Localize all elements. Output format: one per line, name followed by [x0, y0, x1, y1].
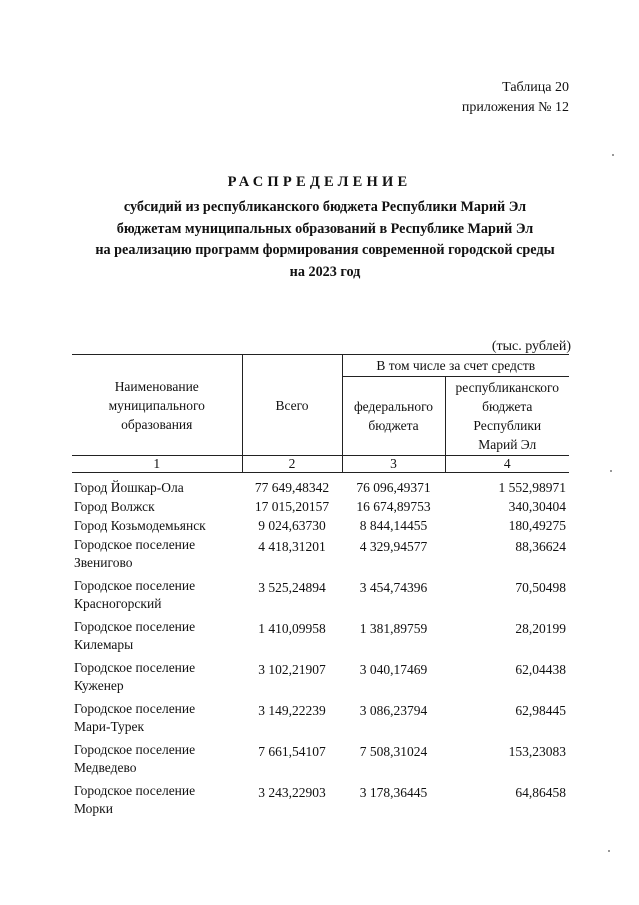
table-row [72, 741, 569, 782]
total-amount: 3 243,22903 [258, 785, 326, 800]
municipality-name-line: Городское поселение [74, 701, 196, 716]
municipality-name-line: Красногорский [74, 596, 162, 611]
municipality-name [72, 517, 242, 536]
municipality-name-line: Морки [74, 801, 113, 816]
header-republic: республиканского бюджета Республики Марий Эл [445, 377, 569, 456]
column-number: 1 [72, 456, 242, 473]
table-header [72, 355, 569, 473]
table-row [72, 577, 569, 618]
appendix-number: приложения № 12 [461, 100, 569, 115]
column-numbers-row [72, 456, 569, 473]
header-name: Наименование муниципального образования [72, 355, 242, 456]
republic-amount: 64,86458 [515, 785, 567, 800]
municipality-name-line: Город Козьмодемьянск [74, 518, 206, 533]
federal-amount: 16 674,89753 [356, 499, 431, 514]
table-row [72, 517, 569, 536]
federal-amount: 1 381,89759 [359, 621, 428, 636]
table-row [72, 782, 569, 823]
table-row [72, 536, 569, 577]
federal-amount: 3 454,74396 [359, 580, 428, 595]
republic-amount: 62,98445 [515, 703, 567, 718]
header-total: Всего [242, 355, 342, 456]
total-amount: 7 661,54107 [258, 744, 326, 759]
header-federal: федерального бюджета [342, 377, 445, 456]
table-row [72, 498, 569, 517]
republic-amount: 62,04438 [515, 662, 567, 677]
subtitle-line: бюджетам муниципальных образований в Республике Марий Эл [116, 220, 534, 237]
municipality-name [72, 473, 242, 499]
table-body [72, 473, 569, 824]
distribution-table [72, 354, 569, 823]
republic-amount: 1 552,98971 [498, 480, 567, 495]
federal-amount: 3 040,17469 [359, 662, 428, 677]
federal-amount: 8 844,14455 [359, 518, 428, 533]
subtitle-line: на 2023 год [289, 263, 361, 280]
table-number: Таблица 20 [502, 80, 569, 95]
document-subtitle [60, 197, 590, 283]
municipality-name [72, 536, 242, 577]
republic-amount: 88,36624 [515, 539, 567, 554]
republic-amount: 180,49275 [508, 518, 567, 533]
distribution-table-frame [72, 354, 569, 823]
municipality-name [72, 498, 242, 517]
subtitle-line: на реализацию программ формирования современной городской среды [95, 242, 555, 258]
table-row [72, 700, 569, 741]
total-amount: 3 102,21907 [258, 662, 326, 677]
document-title: РАСПРЕДЕЛЕНИЕ [227, 174, 412, 190]
federal-amount: 76 096,49371 [356, 480, 431, 495]
republic-amount: 153,23083 [508, 744, 567, 759]
total-amount: 1 410,09958 [258, 621, 326, 636]
header-funding-group: В том числе за счет средств [342, 355, 569, 377]
table-row [72, 659, 569, 700]
municipality-name-line: Городское поселение [74, 742, 196, 757]
scan-speck [612, 154, 614, 156]
scan-speck [610, 470, 612, 472]
total-amount: 3 525,24894 [258, 580, 326, 595]
municipality-name [72, 741, 242, 782]
municipality-name-line: Звенигово [74, 555, 133, 570]
table-reference [462, 78, 569, 118]
units-label: (тыс. рублей) [491, 339, 571, 354]
municipality-name-line: Куженер [74, 678, 124, 693]
municipality-name-line: Медведево [74, 760, 137, 775]
column-number: 2 [242, 456, 342, 473]
municipality-name-line: Городское поселение [74, 660, 196, 675]
republic-amount: 28,20199 [515, 621, 567, 636]
federal-amount: 7 508,31024 [359, 744, 428, 759]
federal-amount: 4 329,94577 [359, 539, 428, 554]
municipality-name-line: Город Волжск [74, 499, 155, 514]
column-number: 4 [445, 456, 569, 473]
total-amount: 9 024,63730 [258, 518, 326, 533]
total-amount: 77 649,48342 [254, 480, 330, 495]
federal-amount: 3 178,36445 [359, 785, 428, 800]
municipality-name [72, 700, 242, 741]
total-amount: 17 015,20157 [254, 499, 330, 514]
column-number: 3 [342, 456, 445, 473]
municipality-name [72, 659, 242, 700]
table-row [72, 473, 569, 499]
municipality-name-line: Килемары [74, 637, 134, 652]
republic-amount: 340,30404 [508, 499, 567, 514]
municipality-name-line: Городское поселение [74, 537, 196, 552]
municipality-name [72, 618, 242, 659]
federal-amount: 3 086,23794 [359, 703, 428, 718]
municipality-name-line: Городское поселение [74, 783, 196, 798]
municipality-name-line: Город Йошкар-Ола [74, 480, 184, 495]
subtitle-line: субсидий из республиканского бюджета Республики Марий Эл [123, 199, 527, 215]
total-amount: 4 418,31201 [258, 539, 326, 554]
municipality-name-line: Городское поселение [74, 619, 196, 634]
municipality-name [72, 577, 242, 618]
republic-amount: 70,50498 [515, 580, 567, 595]
total-amount: 3 149,22239 [258, 703, 326, 718]
table-row [72, 618, 569, 659]
municipality-name [72, 782, 242, 823]
municipality-name-line: Мари-Турек [74, 719, 145, 734]
municipality-name-line: Городское поселение [74, 578, 196, 593]
scan-speck [608, 850, 610, 852]
